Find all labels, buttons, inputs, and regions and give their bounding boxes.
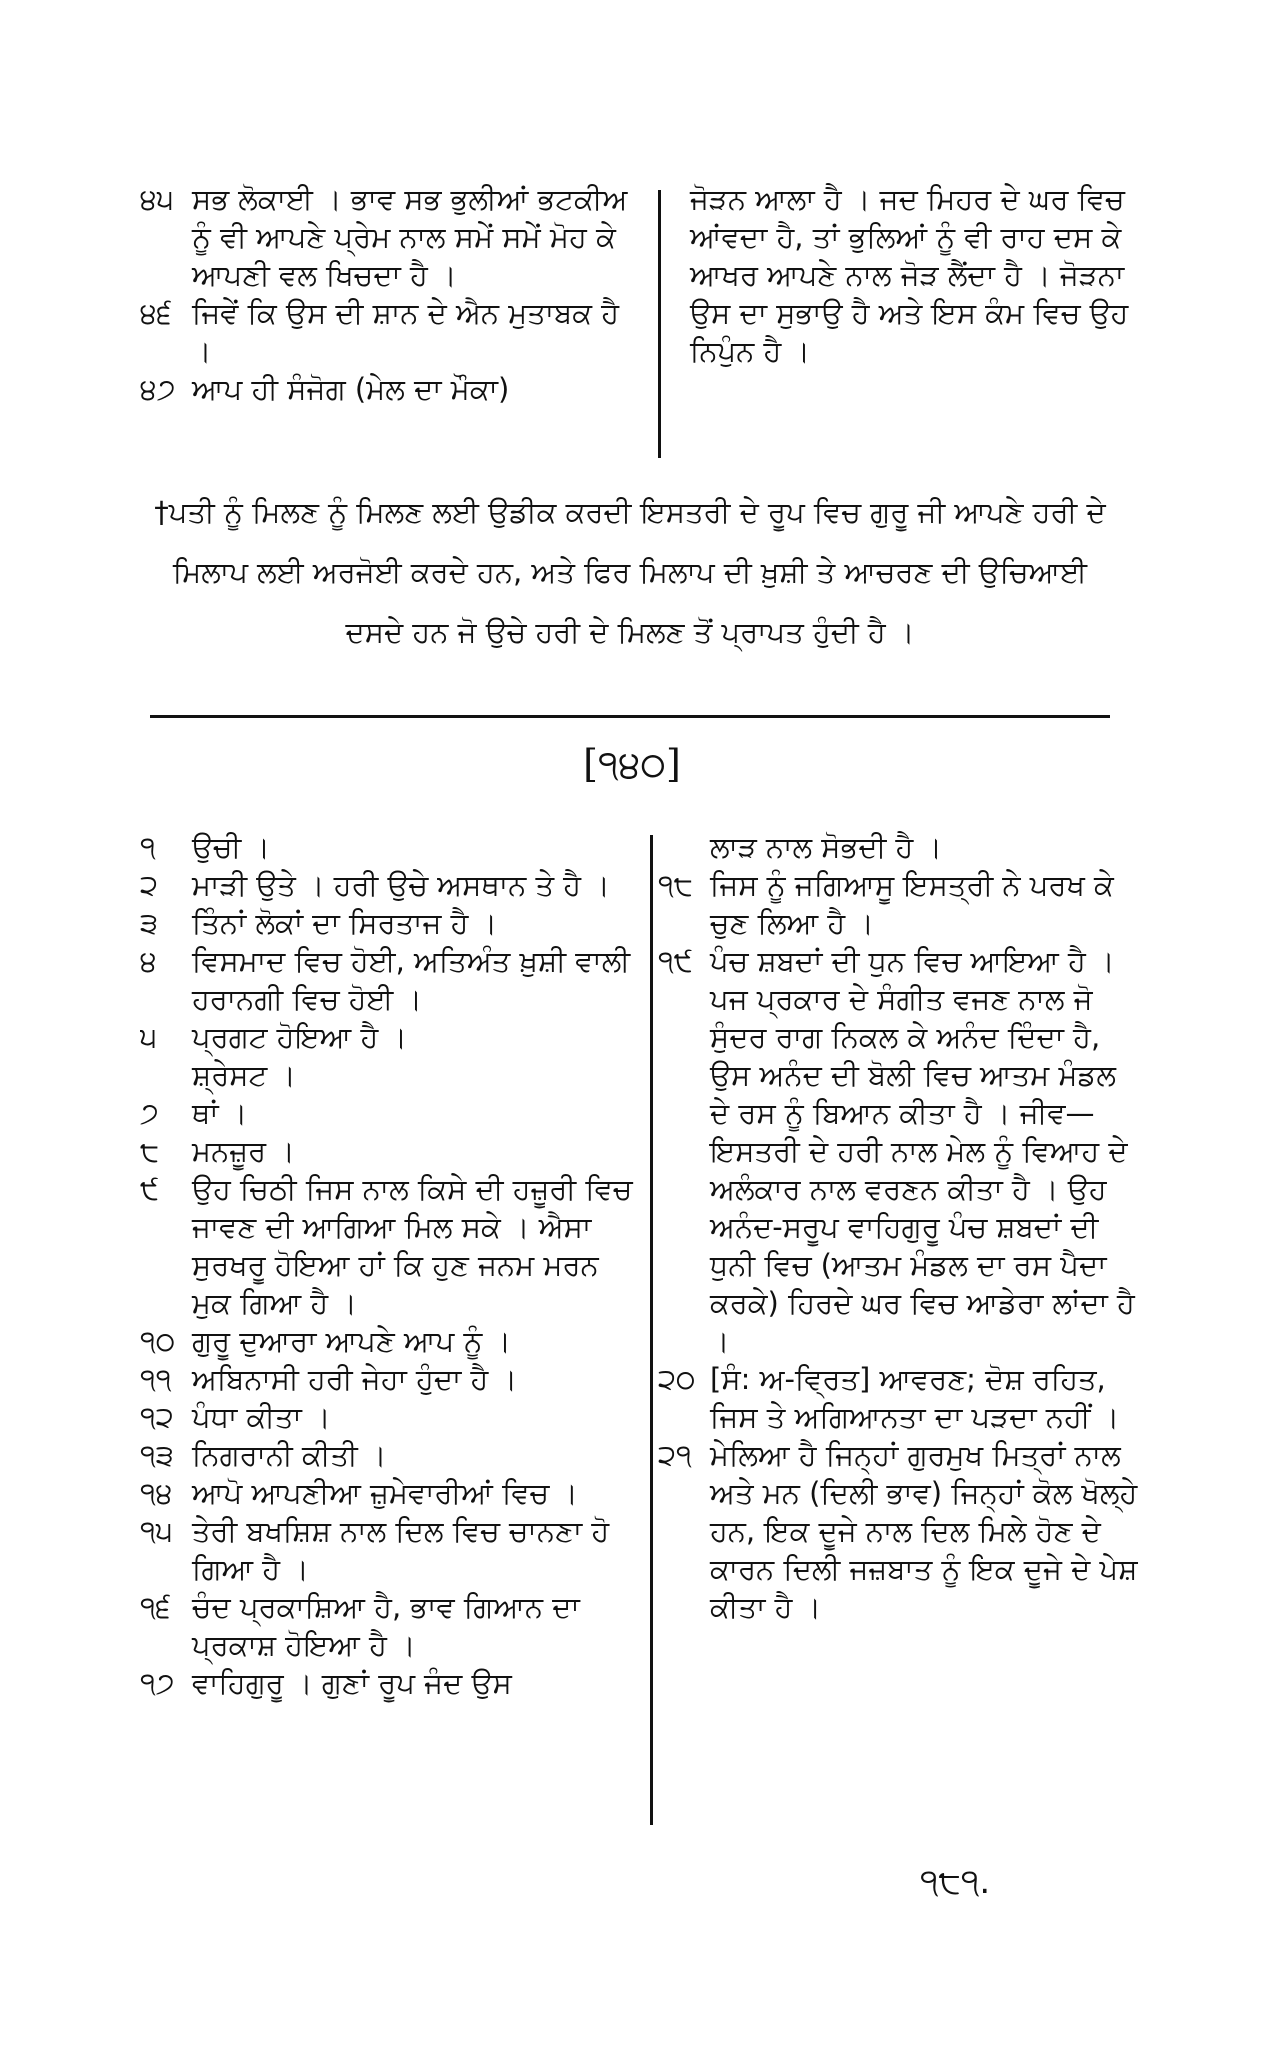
footnote-entry bbox=[140, 1056, 640, 1094]
entry-number: ੧੯ bbox=[658, 944, 693, 978]
entry-number bbox=[658, 828, 710, 866]
entry-text: ਪੰਚ ਸ਼ਬਦਾਂ ਦੀ ਧੁਨ ਵਿਚ ਆਇਆ ਹੈ । ਪਜ ਪ੍ਰਕਾਰ ਦੇ ਸੰਗੀਤ ਵਜਣ ਨਾਲ ਜੋ ਸੁੰਦਰ ਰਾਗ ਨਿਕਲ ਕੇ ਅਨੰਦ ਦਿੰਦਾ ਹੈ, ਉਸ ਅਨੰਦ ਦੀ ਬੋਲੀ ਵਿਚ ਆਤਮ ਮੰਡਲ ਦੇ ਰਸ ਨੂੰ ਬਿਆਨ ਕੀਤਾ ਹੈ । ਜੀਵ—ਇਸਤਰੀ ਦੇ ਹਰੀ ਨਾਲ ਮੇਲ ਨੂੰ ਵਿਆਹ ਦੇ ਅਲੰਕਾਰ ਨਾਲ ਵਰਣਨ ਕੀਤਾ ਹੈ । ਉਹ ਅਨੰਦ-ਸਰੂਪ ਵਾਹਿਗੁਰੂ ਪੰਚ ਸ਼ਬਦਾਂ ਦੀ ਧੁਨੀ ਵਿਚ (ਆਤਮ ਮੰਡਲ ਦਾ ਰਸ ਪੈਦਾ ਕਰਕੇ) ਹਿਰਦੇ ਘਰ ਵਿਚ ਆਡੇਰਾ ਲਾਂਦਾ ਹੈ । bbox=[710, 944, 1135, 1358]
entry-text: ਆਪ ਹੀ ਸੰਜੋਗ (ਮੇਲ ਦਾ ਮੌਕਾ) bbox=[192, 372, 510, 406]
entry-number: ੮ bbox=[140, 1134, 160, 1168]
entry-text: ਸਭ ਲੋਕਾਈ । ਭਾਵ ਸਭ ਭੁਲੀਆਂ ਭਟਕੀਅ ਨੂੰ ਵੀ ਆਪਣੇ ਪ੍ਰੇਮ ਨਾਲ ਸਮੇਂ ਸਮੇਂ ਮੋਹ ਕੇ ਆਪਣੀ ਵਲ ਖਿਚਦਾ ਹੈ । bbox=[192, 182, 628, 292]
entry-number: ੪੬ bbox=[140, 296, 172, 330]
entry-text: ਤਿੰਨਾਂ ਲੋਕਾਂ ਦਾ ਸਿਰਤਾਜ ਹੈ । bbox=[192, 906, 498, 940]
lower-left-column bbox=[140, 828, 640, 1702]
footnote-entry bbox=[140, 180, 640, 294]
entry-text: ਚੰਦ ਪ੍ਰਕਾਸ਼ਿਆ ਹੈ, ਭਾਵ ਗਿਆਨ ਦਾ ਪ੍ਰਕਾਸ਼ ਹੋਇਆ ਹੈ । bbox=[192, 1590, 580, 1662]
entry-text: ਗੁਰੂ ਦੁਆਰਾ ਆਪਣੇ ਆਪ ਨੂੰ । bbox=[192, 1324, 512, 1358]
footnote-entry bbox=[140, 1018, 640, 1056]
entry-number: ੧੨ bbox=[140, 1400, 174, 1434]
page-number: ੧੮੧. bbox=[920, 1862, 991, 1902]
entry-number: ੨ bbox=[140, 868, 159, 902]
entry-text: ਆਪੋ ਆਪਣੀਆ ਜ਼ੁਮੇਵਾਰੀਆਂ ਵਿਚ । bbox=[192, 1476, 578, 1510]
entry-text: ਥਾਂ । bbox=[192, 1096, 248, 1130]
footnote-entry bbox=[658, 866, 1138, 942]
entry-number: ੪ bbox=[140, 944, 157, 978]
entry-text: ਲਾੜ ਨਾਲ ਸੋਭਦੀ ਹੈ । bbox=[710, 830, 943, 864]
footnote-entry bbox=[140, 1436, 640, 1474]
entry-text: ਸ਼੍ਰੇਸਟ । bbox=[192, 1058, 296, 1092]
entry-number: ੭ bbox=[140, 1096, 159, 1130]
entry-number: ੧੭ bbox=[140, 1666, 175, 1700]
entry-text: [ਸੰ: ਅ-ਵ੍ਰਿਤ] ਆਵਰਣ; ਦੋਸ਼ ਰਹਿਤ, ਜਿਸ ਤੇ ਅਗਿਆਨਤਾ ਦਾ ਪੜਦਾ ਨਹੀਂ । bbox=[710, 1362, 1120, 1434]
entry-number: ੪੫ bbox=[140, 182, 174, 216]
footnote-entry bbox=[140, 1512, 640, 1588]
note-paragraph: †ਪਤੀ ਨੂੰ ਮਿਲਣ ਨੂੰ ਮਿਲਣ ਲਈ ਉਡੀਕ ਕਰਦੀ ਇਸਤਰੀ ਦੇ ਰੂਪ ਵਿਚ ਗੁਰੂ ਜੀ ਆਪਣੇ ਹਰੀ ਦੇ ਮਿਲਾਪ ਲਈ ਅਰਜੋਈ ਕਰਦੇ ਹਨ, ਅਤੇ ਫਿਰ ਮਿਲਾਪ ਦੀ ਖ਼ੁਸ਼ੀ ਤੇ ਆਚਰਣ ਦੀ ਉਚਿਆਈ ਦਸਦੇ ਹਨ ਜੋ ਉਚੇ ਹਰੀ ਦੇ ਮਿਲਣ ਤੋਂ ਪ੍ਰਾਪਤ ਹੁੰਦੀ ਹੈ । bbox=[154, 495, 1106, 649]
upper-right-column bbox=[690, 180, 1140, 370]
section-heading: [੧੪੦] bbox=[583, 742, 681, 786]
footnote-entry bbox=[658, 828, 1138, 866]
footnote-entry bbox=[140, 370, 640, 408]
footnote-entry bbox=[140, 1322, 640, 1360]
entry-text: ਵਾਹਿਗੁਰੂ । ਗੁਣਾਂ ਰੂਪ ਜੰਦ ਉਸ bbox=[192, 1666, 512, 1700]
entry-number: ੧੧ bbox=[140, 1362, 172, 1396]
footnote-entry bbox=[140, 1588, 640, 1664]
lower-right-column bbox=[658, 828, 1138, 1626]
entry-number: ੧੫ bbox=[140, 1514, 173, 1548]
entry-text: ਜੋੜਨ ਆਲਾ ਹੈ । ਜਦ ਮਿਹਰ ਦੇ ਘਰ ਵਿਚ ਆਂਵਦਾ ਹੈ, ਤਾਂ ਭੁਲਿਆਂ ਨੂੰ ਵੀ ਰਾਹ ਦਸ ਕੇ ਆਖਰ ਆਪਣੇ ਨਾਲ ਜੋੜ ਲੈਂਦਾ ਹੈ । ਜੋੜਨਾ ਉਸ ਦਾ ਸੁਭਾਉ ਹੈ ਅਤੇ ਇਸ ਕੰਮ ਵਿਚ ਉਹ ਨਿਪੁੰਨ ਹੈ । bbox=[690, 182, 1129, 368]
footnote-entry bbox=[140, 866, 640, 904]
footnote-entry bbox=[140, 828, 640, 866]
entry-text: ਵਿਸਮਾਦ ਵਿਚ ਹੋਈ, ਅਤਿਅੰਤ ਖ਼ੁਸ਼ੀ ਵਾਲੀ ਹਰਾਨਗੀ ਵਿਚ ਹੋਈ । bbox=[192, 944, 631, 1016]
entry-number: ੧੬ bbox=[140, 1590, 171, 1624]
section-rule bbox=[150, 715, 1110, 718]
upper-left-column bbox=[140, 180, 640, 408]
entry-number: ੫ bbox=[140, 1020, 158, 1054]
footnote-entry bbox=[140, 1094, 640, 1132]
entry-number: ੧ bbox=[140, 830, 156, 864]
footnote-entry bbox=[140, 294, 640, 370]
footnote-entry bbox=[140, 1360, 640, 1398]
upper-column-divider bbox=[658, 190, 661, 458]
entry-text: ਅਬਿਨਾਸੀ ਹਰੀ ਜੇਹਾ ਹੁੰਦਾ ਹੈ । bbox=[192, 1362, 518, 1396]
footnote-entry bbox=[140, 904, 640, 942]
entry-text: ਮੇਲਿਆ ਹੈ ਜਿਨ੍ਹਾਂ ਗੁਰਮੁਖ ਮਿਤ੍ਰਾਂ ਨਾਲ ਅਤੇ ਮਨ (ਦਿਲੀ ਭਾਵ) ਜਿਨ੍ਹਾਂ ਕੋਲ ਖੋਲ੍ਹੇ ਹਨ, ਇਕ ਦੂਜੇ ਨਾਲ ਦਿਲ ਮਿਲੇ ਹੋਣ ਦੇ ਕਾਰਨ ਦਿਲੀ ਜਜ਼ਬਾਤ ਨੂੰ ਇਕ ਦੂਜੇ ਦੇ ਪੇਸ਼ ਕੀਤਾ ਹੈ । bbox=[710, 1438, 1138, 1624]
entry-number: ੯ bbox=[140, 1172, 159, 1206]
lower-column-divider bbox=[650, 835, 653, 1825]
entry-number: ੧੪ bbox=[140, 1476, 173, 1510]
footnote-entry bbox=[140, 1664, 640, 1702]
entry-text: ਉਚੀ । bbox=[192, 830, 271, 864]
entry-number: ੨੧ bbox=[658, 1438, 692, 1472]
entry-text: ਜਿਸ ਨੂੰ ਜਗਿਆਸੂ ਇਸਤ੍ਰੀ ਨੇ ਪਰਖ ਕੇ ਚੁਣ ਲਿਆ ਹੈ । bbox=[710, 868, 1114, 940]
footnote-entry bbox=[658, 1360, 1138, 1436]
entry-text: ਨਿਗਰਾਨੀ ਕੀਤੀ । bbox=[192, 1438, 387, 1472]
footnote-entry bbox=[140, 1132, 640, 1170]
footnote-entry bbox=[658, 1436, 1138, 1626]
entry-text: ਪ੍ਰਗਟ ਹੋਇਆ ਹੈ । bbox=[192, 1020, 408, 1054]
entry-text: ਪੰਧਾ ਕੀਤਾ । bbox=[192, 1400, 331, 1434]
entry-text: ਮਾੜੀ ਉਤੇ । ਹਰੀ ਉਚੇ ਅਸਥਾਨ ਤੇ ਹੈ । bbox=[192, 868, 610, 902]
entry-number: ੪੭ bbox=[140, 372, 176, 406]
entry-number: ੨੦ bbox=[658, 1362, 696, 1396]
entry-number: ੩ bbox=[140, 906, 159, 940]
footnote-entry bbox=[658, 942, 1138, 1360]
entry-number bbox=[140, 1056, 192, 1094]
entry-text: ਉਹ ਚਿਠੀ ਜਿਸ ਨਾਲ ਕਿਸੇ ਦੀ ਹਜ਼ੂਰੀ ਵਿਚ ਜਾਵਣ ਦੀ ਆਗਿਆ ਮਿਲ ਸਕੇ । ਐਸਾ ਸੁਰਖਰੂ ਹੋਇਆ ਹਾਂ ਕਿ ਹੁਣ ਜਨਮ ਮਰਨ ਮੁਕ ਗਿਆ ਹੈ । bbox=[192, 1172, 633, 1320]
footnote-entry bbox=[140, 1398, 640, 1436]
entry-text: ਮਨਜ਼ੂਰ । bbox=[192, 1134, 295, 1168]
entry-number: ੧੮ bbox=[658, 868, 693, 902]
entry-number: ੧੩ bbox=[140, 1438, 174, 1472]
entry-number: ੧੦ bbox=[140, 1324, 176, 1358]
footnote-entry bbox=[140, 1170, 640, 1322]
entry-text: ਜਿਵੇਂ ਕਿ ਉਸ ਦੀ ਸ਼ਾਨ ਦੇ ਐਨ ਮੁਤਾਬਕ ਹੈ । bbox=[192, 296, 620, 368]
entry-text: ਤੇਰੀ ਬਖਸ਼ਿਸ਼ ਨਾਲ ਦਿਲ ਵਿਚ ਚਾਨਣਾ ਹੋ ਗਿਆ ਹੈ । bbox=[192, 1514, 610, 1586]
footnote-entry bbox=[140, 1474, 640, 1512]
footnote-entry bbox=[140, 942, 640, 1018]
